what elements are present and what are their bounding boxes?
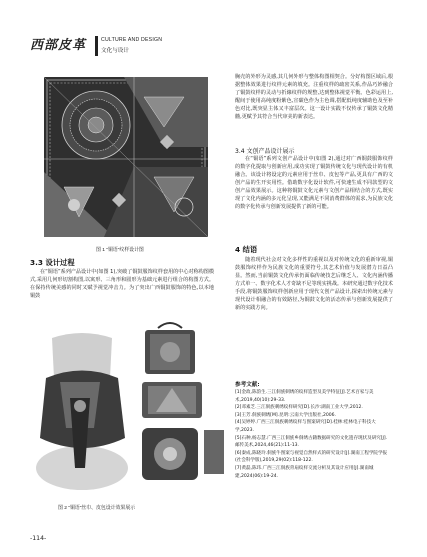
reference-item: [6]秦成,陈晓玲.侗族牛图案与视觉自然样式的研究设计[J].湖南工程学院学报(社会科学版),2019,29(02):118-122. bbox=[235, 450, 388, 464]
reference-item: [7]黄磊,陈玮.广西三江侗族背扇纹样交流分析及其设计应用[J].湖南城建,2024(06):19-24. bbox=[235, 465, 374, 479]
references-list bbox=[235, 389, 391, 480]
section-3-3-heading: 3.3 设计过程 bbox=[30, 258, 75, 267]
figure-2-products bbox=[30, 318, 226, 492]
reference-item: [1]金政,陈韵生.三江侗族刺绣的纹样造型及美学特征[J].艺术百家与美术,2019,40(10):29-33. bbox=[235, 390, 374, 403]
reference-item: [3]王芳.侗族刺绣[M].昆明:云南大学出版社,2006. bbox=[235, 412, 336, 418]
header-divider bbox=[95, 36, 98, 56]
section-3-4-heading: 3.4 文创产品设计展示 bbox=[235, 148, 295, 155]
section-4-heading: 4 结语 bbox=[235, 245, 258, 254]
figure-2-caption: 图 2 “铜语”丝巾、皮包设计效果展示 bbox=[58, 506, 136, 511]
section-3-3-continued: 胸壳的外形为灵感,其几何外形与整体构图相契合。分好构图区域后,根据整体效果进行纹样元素的填充。注重纹样的疏密关系,作品巧妙融合了铜鼓纹样的灵动与折線纹样的规整,达到整体视觉平衡。色彩运用上,醒间于使用高纯度粉紫色,宣碳色作为主色调,搭配低纯度辅助色及至补色对比,既突显主体又丰富层次。这一设计实践不仅传承了铜鼓文化精髓,更赋予其符合当代审美的新表达。 bbox=[235, 74, 393, 120]
reference-item: [2]邓素芝.三江侗族刺绣纹样研究[D].长沙:湖南工业大学,2012. bbox=[235, 405, 363, 411]
reference-item: [5]石种,杨志慧.广西三江侗族乡侗绣古籍数据研究的文化遗存现状及研究[J].邮传美术,2024,46(21):11-13. bbox=[235, 435, 388, 449]
section-3-3-paragraph: 在“铜语”系列产品设计中(如图 1),突破了铜鼓服饰纹样套用的中心对称构图模式,采用几何形切割构图,以寓形、三角形和圆形为基础元素进行组合的构图方式。在保持传统美感的同时又赋予视觉冲击力。为了突出广西铜鼓服饰的特色,以本地铜鼓 bbox=[30, 269, 214, 299]
journal-logo: 西部皮革 bbox=[30, 38, 87, 53]
section-4-paragraph: 随着现代社会对文化多样性的重视以及对传统文化的重新审视,铜鼓服饰纹样作为民族文化的重要符号,其艺术价值与发展潜力日益凸显。然而,当前铜鼓文化传承仍面临传统技艺后继乏人、文化内涵传播方式单一、数字化术人才奇缺不足等现实挑战。本研究通过数字化技术手段,将铜鼓服饰纹样创新应用于现代文创产品设计,探索出传统元素与现代设计相融合的有效路径,为铜鼓文化的活态传承与创新发展提供了新的实践方向。 bbox=[235, 257, 393, 311]
figure-1-caption: 图 1 “铜语”纹样设计图 bbox=[96, 248, 144, 253]
column-title-cn: 文化与设计 bbox=[101, 48, 129, 54]
reference-item: [4]吴婷婷.广西三江侗族刺绣纹样与图案研究[D].桂林:桂林电子科技大学,2023. bbox=[235, 420, 376, 433]
column-title-en: CULTURE AND DESIGN bbox=[101, 37, 163, 43]
section-3-4-paragraph: 在“铜语”系列文创产品设计中(如图 2),通过对广西铜鼓服饰纹样的数字化提取与创新应用,成功实现了铜鼓传统文化与现代设计的有机融合。该设计将设定的元素应用于丝巾、皮包等产品,更具有广西的文创产品的生开实用性。借助数字化设计软件,可快速生成不同款型的文创产品效果展示。这种将铜鼓文化元素与文创产品相结合的方式,既实现了文化内涵的多元化呈现,又能满足不同消费群体的需求,为民族文化的数字化传承与创新发展提供了新的可能。 bbox=[235, 156, 393, 210]
figure-1-pattern bbox=[44, 77, 208, 237]
references-title: 参考文献: bbox=[235, 382, 260, 388]
page-number: -114- bbox=[30, 535, 47, 542]
